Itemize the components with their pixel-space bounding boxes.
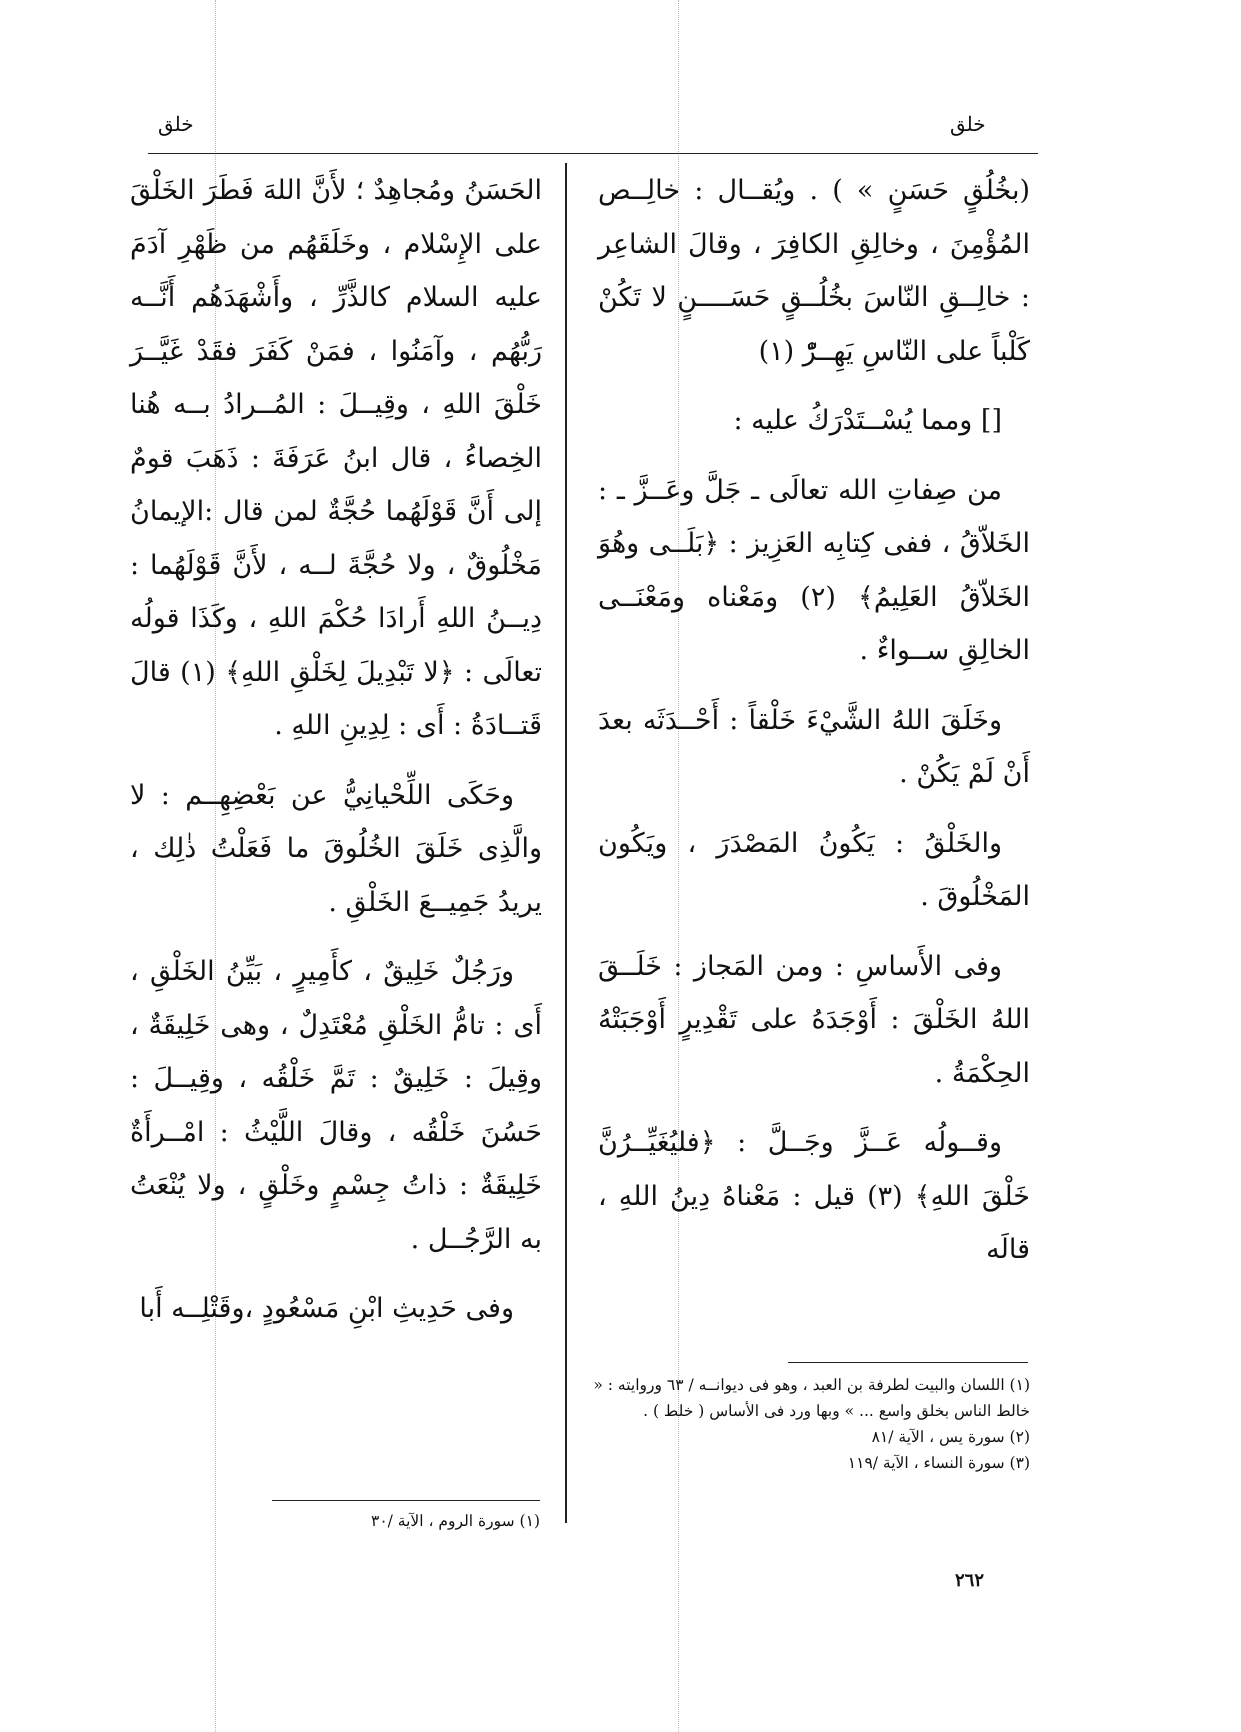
footnote: (١) سورة الروم ، الآية /٣٠ [371,1512,540,1530]
paragraph: والخَلْقُ : يَكُونُ المَصْدَرَ ، ويَكُون المَخْلُوقَ . [598,827,1030,912]
paragraph: (بخُلُقٍ حَسَنٍ » ) . ويُقــال : خالِــص المُؤْمِنَ ، وخالِقِ الكافِرَ ، وقالَ الشاعِر : خالِــقِ النّاسَ بخُلُــقٍ حَسَــــنٍ لا تَكُنْ كَلْباً على النّاسِ يَهِــرّْ (١) [598,175,1030,367]
paragraph: وفى حَدِيثِ ابْنِ مَسْعُودٍ ،وقَتْلِــه أَبا [139,1293,514,1324]
paragraph: ورَجُلٌ خَلِيقٌ ، كأَمِيرٍ ، بَيِّنُ الخَلْقِ ، أَى : تامُّ الخَلْقِ مُعْتَدِلٌ ، وهى خَلِيقَةٌ ، وقِيلَ : خَلِيقٌ : تَمَّ خَلْقُه ، وقِيــلَ : حَسُنَ خَلْقُه ، وقالَ اللَّيْثُ : امْــرأَةٌ خَلِيقَةٌ : ذاتُ جِسْمٍ وخَلْقٍ ، ولا يُنْعَتُ به الرَّجُــل . [130,956,542,1255]
footnote: (١) اللسان والبيت لطرفة بن العبد ، وهو فى ديوانــه / ٦٣ وروايته : « خالط الناس بخلق واسع ... » وبها ورد فى الأساس ( خلط ) . [593,1376,1030,1420]
paragraph: وحَكَى اللِّحْيانِيُّ عن بَعْضِهِــم : لا والَّذِى خَلَقَ الخُلُوقَ ما فَعَلْتُ ذٰلِك ، يريدُ جَمِيــعَ الخَلْقِ . [130,779,542,918]
paragraph: [] ومما يُسْــتَدْرَكُ عليه : [733,405,1002,436]
running-header-right: خلق [950,112,986,136]
header-rule [148,153,1038,154]
paragraph: وخَلَقَ اللهُ الشَّيْءَ خَلْقاً : أَحْــدَثَه بعدَ أَنْ لَمْ يَكُنْ . [598,704,1030,789]
footnote-rule [788,1362,1028,1363]
page-number: ٢٦٢ [955,1570,985,1591]
paragraph: وفى الأَساسِ : ومن المَجاز : خَلَــقَ اللهُ الخَلْقَ : أَوْجَدَهُ على تَقْدِيرٍ أَوْجَبَتْهُ الحِكْمَةُ . [598,950,1030,1089]
footnote: (٢) سورة يس ، الآية /٨١ [871,1428,1030,1446]
footnote-rule [272,1500,540,1501]
footnotes-left [272,1508,540,1534]
column-divider [565,163,567,1523]
footnotes-right [590,1372,1030,1476]
paragraph: من صِفاتِ الله تعالَى ـ جَلَّ وعَــزَّ ـ : الخَلاّقُ ، ففى كِتابِه العَزِيز : ﴿بَلَــى وهُوَ الخَلاّقُ العَلِيمُ﴾ (٢) ومَعْناه ومَعْنَــى الخالِقِ ســواءٌ . [598,474,1030,666]
running-header-left: خلق [158,112,194,136]
paragraph: الحَسَنُ ومُجاهِدٌ ؛ لأَنَّ اللهَ فَطَرَ الخَلْقَ على الإِسْلام ، وخَلَقَهُم من ظَهْرِ آدَمَ عليه السلام كالذَّرِّ ، وأَشْهَدَهُم أَنَّــه رَبُّهُم ، وآمَنُوا ، فمَنْ كَفَرَ فقَدْ غَيَّــرَ خَلْقَ اللهِ ، وقِيــلَ : المُــرادُ بــه هُنا الخِصاءُ ، قال ابنُ عَرَفَةَ : ذَهَبَ قومٌ إلى أَنَّ قَوْلَهُما حُجَّةٌ لمن قال :الإيمانُ مَخْلُوقٌ ، ولا حُجَّةَ لــه ، لأَنَّ قَوْلَهُما : دِيــنُ اللهِ أَرادَا حُكْمَ اللهِ ، وكَذَا قولُه تعالَى : ﴿لا تَبْدِيلَ لِخَلْقِ اللهِ﴾ (١) قالَ قَتــادَةُ : أَى : لِدِينِ اللهِ . [130,175,543,741]
right-column [598,164,1030,1293]
left-column [130,164,542,1352]
paragraph: وقــولُه عَــزَّ وجَــلَّ : ﴿فليُغَيِّــرُنَّ خَلْقَ اللهِ﴾ (٣) قيل : مَعْناهُ دِينُ اللهِ ، قالَه [598,1127,1030,1265]
footnote: (٣) سورة النساء ، الآية /١١٩ [847,1454,1030,1472]
